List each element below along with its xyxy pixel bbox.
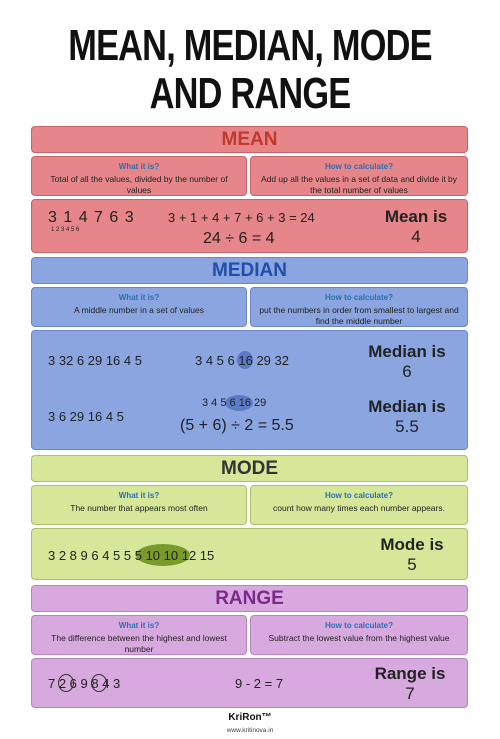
mean-heading-box bbox=[31, 126, 468, 153]
mean-example-box bbox=[31, 199, 468, 253]
mode-numbers: 3 2 8 9 6 4 5 5 5 10 10 12 15 bbox=[48, 548, 215, 563]
median-what-text: A middle number in a set of values bbox=[74, 305, 204, 315]
range-how-text: Subtract the lowest value from the highest value bbox=[268, 633, 450, 643]
range-result-value: 7 bbox=[405, 684, 415, 703]
mean-sum: 3 + 1 + 4 + 7 + 6 + 3 = 24 bbox=[168, 210, 315, 225]
mode-result bbox=[362, 535, 462, 575]
median-how-text: put the numbers in order from smallest to largest and find the middle number bbox=[259, 305, 459, 326]
mode-heading-box bbox=[31, 455, 468, 482]
mean-indexes: 1 2 3 4 5 6 bbox=[51, 227, 80, 233]
median-result1-value: 6 bbox=[402, 362, 412, 381]
mean-numbers: 3 1 4 7 6 3 bbox=[48, 209, 135, 226]
mean-what-label: What it is? bbox=[118, 162, 160, 171]
median-result1 bbox=[352, 342, 462, 382]
brand-logo: KriRon™ bbox=[228, 712, 272, 723]
brand-url: www.kritinova.in bbox=[226, 727, 274, 734]
median-result1-label: Median is bbox=[368, 342, 446, 361]
mode-how-text: count how many times each number appears. bbox=[273, 503, 445, 513]
median-what-label: What it is? bbox=[118, 293, 160, 302]
mode-how-label: How to calculate? bbox=[324, 491, 393, 500]
median-sorted2: 3 4 5 6 16 29 bbox=[202, 397, 267, 409]
mode-what-text: The number that appears most often bbox=[70, 503, 208, 513]
mode-what-label: What it is? bbox=[118, 491, 160, 500]
range-heading: RANGE bbox=[215, 587, 284, 609]
mode-what-box bbox=[31, 485, 247, 525]
median-how-label: How to calculate? bbox=[324, 293, 393, 302]
median-result2-label: Median is bbox=[368, 397, 446, 416]
mean-heading: MEAN bbox=[221, 128, 278, 150]
range-how-label: How to calculate? bbox=[324, 621, 393, 630]
range-result-label: Range is bbox=[374, 664, 446, 683]
mode-result-label: Mode is bbox=[380, 535, 444, 554]
range-heading-box bbox=[31, 585, 468, 612]
median-example-box bbox=[31, 330, 468, 450]
mean-how-box bbox=[250, 156, 468, 196]
range-how-box bbox=[250, 615, 468, 655]
median-calc2: (5 + 6) ÷ 2 = 5.5 bbox=[180, 417, 294, 434]
median-heading-box bbox=[31, 257, 468, 284]
mean-how-label: How to calculate? bbox=[324, 162, 393, 171]
mean-result-value: 4 bbox=[411, 227, 421, 246]
poster-title-line1: MEAN, MEDIAN, MODE bbox=[68, 21, 432, 70]
range-numbers: 7 2 6 9 8 4 3 bbox=[48, 676, 121, 691]
mode-how-box bbox=[250, 485, 468, 525]
mode-heading: MODE bbox=[221, 457, 278, 479]
mean-what-text: Total of all the values, divided by the number of values bbox=[50, 174, 228, 195]
median-result2-value: 5.5 bbox=[395, 417, 419, 436]
median-set2: 3 6 29 16 4 5 bbox=[48, 409, 124, 424]
range-example-box bbox=[31, 658, 468, 708]
mean-result bbox=[370, 207, 462, 247]
range-calc: 9 - 2 = 7 bbox=[235, 676, 284, 691]
median-heading: MEDIAN bbox=[212, 259, 287, 281]
range-what-box bbox=[31, 615, 247, 655]
median-set1: 3 32 6 29 16 4 5 bbox=[48, 353, 142, 368]
mean-what-box bbox=[31, 156, 247, 196]
mean-result-label: Mean is bbox=[384, 207, 448, 226]
poster-title-line2: AND RANGE bbox=[149, 69, 351, 118]
range-what-label: What it is? bbox=[118, 621, 160, 630]
mean-how-text: Add up all the values in a set of data and divide it by the total number of values bbox=[260, 174, 458, 195]
median-result2 bbox=[352, 397, 462, 437]
mode-result-value: 5 bbox=[407, 555, 417, 574]
range-what-text: The difference between the highest and lowest number bbox=[51, 633, 227, 654]
range-result bbox=[360, 664, 460, 704]
mean-division: 24 ÷ 6 = 4 bbox=[203, 230, 275, 247]
mode-example-box bbox=[31, 528, 468, 580]
median-sorted1: 3 4 5 6 16 29 32 bbox=[195, 353, 289, 368]
median-how-box bbox=[250, 287, 468, 327]
median-what-box bbox=[31, 287, 247, 327]
